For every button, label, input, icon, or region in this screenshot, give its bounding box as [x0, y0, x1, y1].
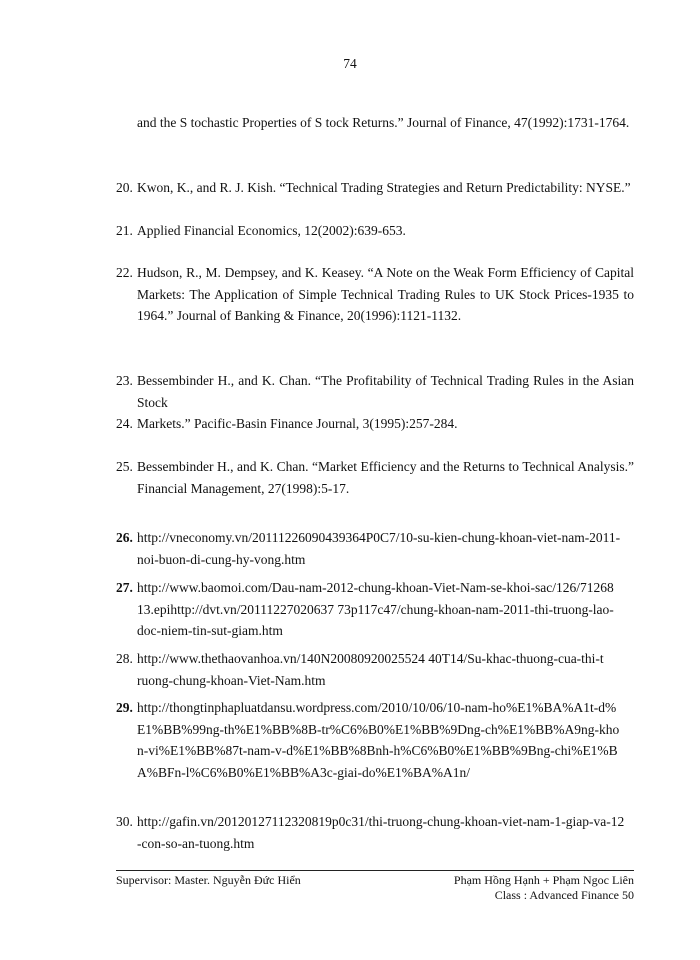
reference-number: 30. — [116, 814, 133, 829]
reference-text: Markets.” Pacific-Basin Finance Journal, 3(1995):257-284. — [137, 416, 458, 431]
reference-text: and the S tochastic Properties of S tock Returns.” Journal of Finance, 47(1992):1731-1764. — [137, 115, 630, 130]
footer-supervisor: Supervisor: Master. Nguyễn Đức Hiển — [116, 873, 301, 887]
reference-number: 29. — [116, 700, 133, 715]
reference-number: 26. — [116, 530, 133, 545]
reference-19-continuation — [116, 112, 634, 134]
reference-number: 20. — [116, 180, 133, 195]
page-number: 74 — [343, 56, 357, 71]
reference-number: 27. — [116, 580, 133, 595]
reference-number: 23. — [116, 373, 133, 388]
reference-number: 25. — [116, 459, 133, 474]
reference-25 — [116, 456, 634, 499]
reference-number: 28. — [116, 651, 133, 666]
reference-text: Applied Financial Economics, 12(2002):639-653. — [137, 223, 406, 238]
reference-link[interactable]: http://www.baomoi.com/Dau-nam-2012-chung-khoan-Viet-Nam-se-khoi-sac/126/7126813.epihttp://dvt.vn/20111227020637 73p117c47/chung-khoan-nam-2011-thi-truong-lao-doc-niem-tin-sut-giam.htm — [137, 580, 614, 638]
reference-28 — [116, 648, 606, 691]
footer-authors — [454, 873, 634, 903]
reference-30 — [116, 811, 626, 854]
reference-link[interactable]: http://vneconomy.vn/20111226090439364P0C7/10-su-kien-chung-khoan-viet-nam-2011-noi-buon-di-cung-hy-vong.htm — [137, 530, 621, 567]
reference-text: Hudson, R., M. Dempsey, and K. Keasey. “A Note on the Weak Form Efficiency of Capital Markets: The Application of Simple Technical Trading Rules to UK Stock Prices-1935 to 1964.” Journal of Banking & Finance, 20(1996):1121-1132. — [137, 265, 634, 323]
reference-number: 24. — [116, 416, 133, 431]
reference-link[interactable]: http://thongtinphapluatdansu.wordpress.com/2010/10/06/10-nam-ho%E1%BA%A1t-d%E1%BB%99ng-th%E1%BB%8B-tr%C6%B0%E1%BB%9Dng-ch%E1%BB%A9ng-khon-vi%E1%BB%87t-nam-v-d%E1%BB%8Bnh-h%C6%B0%E1%BB%9Bng-chi%E1%BA%BFn-l%C6%B0%E1%BB%A3c-giai-do%E1%BA%A1n/ — [137, 700, 620, 780]
reference-29 — [116, 697, 621, 783]
reference-text: Bessembinder H., and K. Chan. “Market Efficiency and the Returns to Technical Analysis.” Financial Management, 27(1998):5-17. — [137, 459, 634, 496]
reference-27 — [116, 577, 616, 642]
footer-divider — [116, 870, 634, 871]
reference-link[interactable]: http://www.thethaovanhoa.vn/140N20080920025524 40T14/Su-khac-thuong-cua-thi-truong-chung-khoan-Viet-Nam.htm — [137, 651, 604, 688]
footer-author-names: Phạm Hồng Hạnh + Phạm Ngoc Liên — [453, 873, 634, 887]
reference-text: Kwon, K., and R. J. Kish. “Technical Trading Strategies and Return Predictability: NYSE.” — [137, 180, 631, 195]
reference-23 — [116, 370, 634, 413]
reference-26 — [116, 527, 621, 570]
reference-number: 21. — [116, 223, 133, 238]
reference-21 — [116, 220, 634, 242]
reference-link[interactable]: http://gafin.vn/20120127112320819p0c31/thi-truong-chung-khoan-viet-nam-1-giap-va-12-con-so-an-tuong.htm — [137, 814, 625, 851]
footer-class: Class : Advanced Finance 50 — [494, 888, 634, 902]
reference-text: Bessembinder H., and K. Chan. “The Profitability of Technical Trading Rules in the Asian Stock — [137, 373, 634, 410]
reference-20 — [116, 177, 634, 199]
reference-number: 22. — [116, 265, 133, 280]
reference-24 — [116, 413, 634, 435]
reference-22 — [116, 262, 634, 327]
